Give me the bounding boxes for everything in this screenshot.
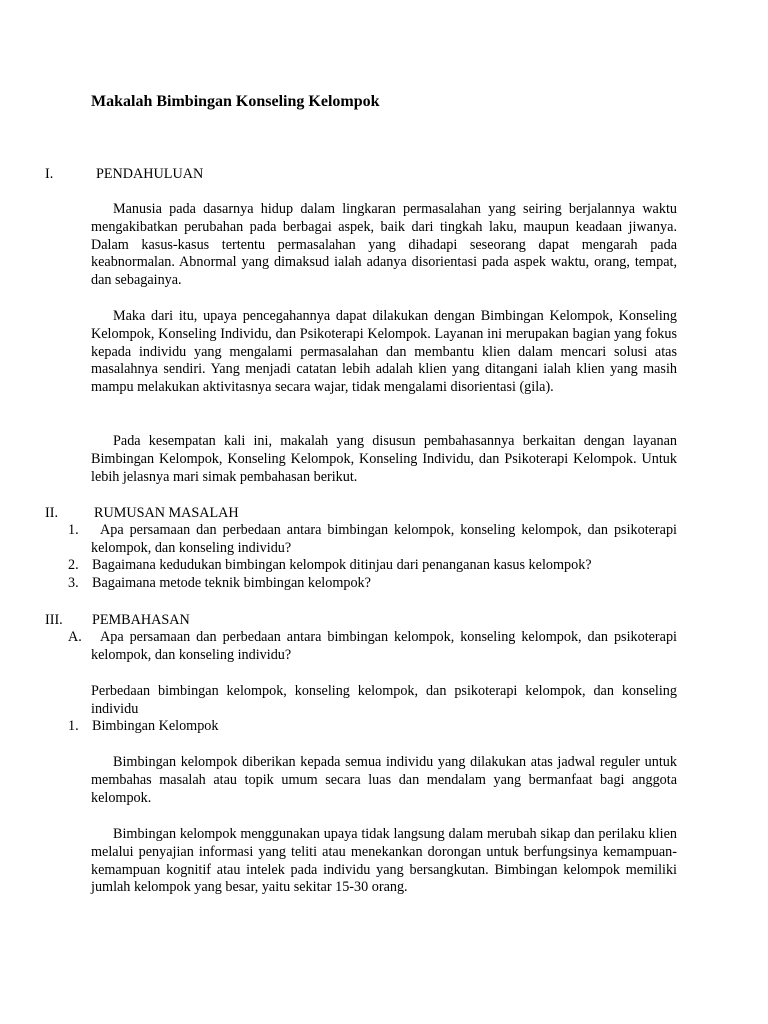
list-item — [68, 718, 677, 736]
sub-question — [68, 629, 677, 665]
list-item — [68, 557, 677, 575]
section-title: PEMBAHASAN — [92, 612, 190, 628]
paragraph: Bimbingan kelompok menggunakan upaya tidak langsung dalam merubah sikap dan perilaku klien melalui penyajian informasi yang teliti atau menekankan dorongan untuk berfungsinya kemampuan-kemampuan kognitif atau intelek pada individu yang bersangkutan. Bimbingan kelompok memiliki jumlah kelompok yang besar, yaitu sekitar 15-30 orang. — [91, 826, 677, 896]
document-title: Makalah Bimbingan Konseling Kelompok — [91, 93, 380, 110]
list-item-text: Bagaimana kedudukan bimbingan kelompok ditinjau dari penanganan kasus kelompok? — [92, 557, 592, 573]
list-item-text: Bagaimana metode teknik bimbingan kelompok? — [92, 575, 371, 591]
sub-question-text: Apa persamaan dan perbedaan antara bimbingan kelompok, konseling kelompok, dan psikoterapi kelompok, dan konseling individu? — [91, 629, 677, 663]
list-marker: 1. — [68, 718, 79, 734]
list-item-text: Apa persamaan dan perbedaan antara bimbingan kelompok, konseling kelompok, dan psikoterapi kelompok, dan konseling individu? — [91, 522, 677, 556]
section-number: II. — [45, 505, 58, 521]
section-heading-rumusan-masalah — [45, 504, 545, 522]
list-item — [68, 522, 677, 558]
list-item — [68, 575, 677, 593]
paragraph: Manusia pada dasarnya hidup dalam lingkaran permasalahan yang seiring berjalannya waktu mengakibatkan perubahan pada berbagai aspek, baik dari tingkah laku, maupun keadaan jiwanya. Dalam kasus-kasus tertentu permasalahan yang dihadapi seseorang dapat mengarah pada keabnormalan. Abnormal yang dimaksud ialah adanya disorientasi pada aspek waktu, orang, tempat, dan sebagainya. — [91, 201, 677, 289]
paragraph: Maka dari itu, upaya pencegahannya dapat dilakukan dengan Bimbingan Kelompok, Konseling Kelompok, Konseling Individu, dan Psikoterapi Kelompok. Layanan ini merupakan bagian yang fokus kepada individu yang mengalami permasalahan dan membantu klien dalam mencari solusi atas masalahnya sendiri. Yang menjadi catatan lebih adalah klien yang ditangani ialah klien yang masih mampu melakukan aktivitasnya secara wajar, tidak mengalami disorientasi (gila). — [91, 308, 677, 396]
section-heading-pendahuluan — [45, 165, 545, 183]
paragraph: Pada kesempatan kali ini, makalah yang disusun pembahasannya berkaitan dengan layanan Bimbingan Kelompok, Konseling Kelompok, Konseling Individu, dan Psikoterapi Kelompok. Untuk lebih jelasnya mari simak pembahasan berikut. — [91, 433, 677, 485]
list-item-text: Bimbingan Kelompok — [92, 718, 219, 734]
list-marker: 3. — [68, 575, 79, 591]
section-number: III. — [45, 612, 63, 628]
list-marker: A. — [68, 629, 82, 645]
section-number: I. — [45, 166, 54, 182]
paragraph: Perbedaan bimbingan kelompok, konseling kelompok, dan psikoterapi kelompok, dan konseling individu — [91, 683, 677, 717]
section-heading-pembahasan — [45, 611, 545, 629]
section-title: RUMUSAN MASALAH — [94, 505, 239, 521]
section-title: PENDAHULUAN — [96, 166, 204, 182]
list-marker: 1. — [68, 522, 79, 538]
paragraph: Bimbingan kelompok diberikan kepada semua individu yang dilakukan atas jadwal reguler untuk membahas masalah atau topik umum secara luas dan mendalam yang bermanfaat bagi anggota kelompok. — [91, 754, 677, 806]
list-marker: 2. — [68, 557, 79, 573]
